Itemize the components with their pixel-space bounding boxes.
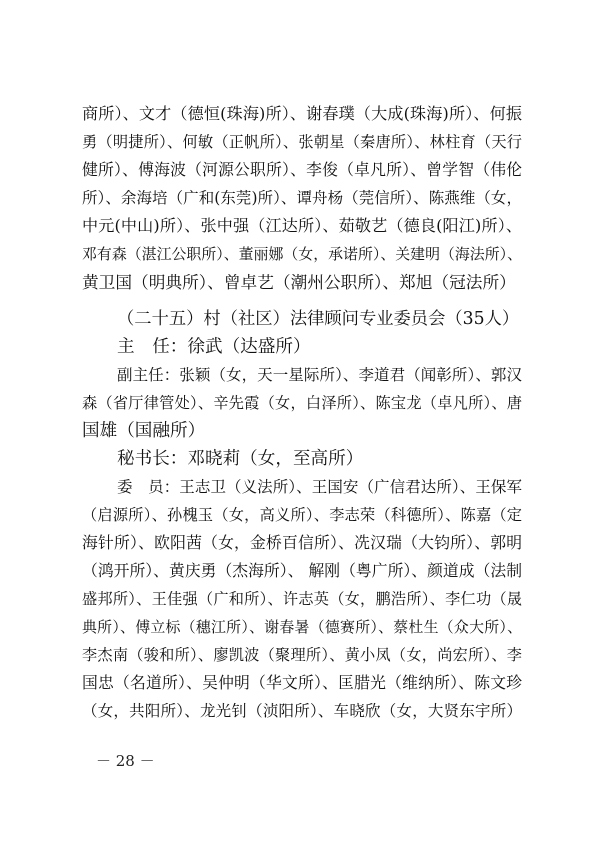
- member-list-continuation: [82, 100, 522, 296]
- page-number: － 28 －: [96, 752, 155, 770]
- committee-member-line: 典所）、傅立标（穗江所）、谢春暑（德赛所）、蔡杜生（众大所）、: [82, 618, 522, 636]
- committee-member-line: （鸿开所）、黄庆勇（杰海所）、 解刚（粤广所）、颜道成（法制: [82, 561, 522, 580]
- committee-member-line: 李杰南（骏和所）、廖凯波（聚理所）、黄小凤（女，尚宏所）、李: [82, 646, 522, 664]
- text-line: 勇（明捷所）、何敏（正帆所）、张朝星（秦唐所）、林柱育（天行: [82, 133, 522, 151]
- text-line: 商所）、文才（德恒(珠海)所）、谢春璞（大成(珠海)所）、何振: [82, 104, 522, 123]
- committee-section: [82, 305, 522, 725]
- committee-member-line: 盛邦所）、王佳强（广和所）、许志英（女，鹏浩所）、李仁功（晟: [82, 590, 522, 608]
- committee-deputy-line: 森（省厅律管处）、辛先霞（女，白泽所）、陈宝龙（卓凡所）、唐: [82, 394, 522, 412]
- committee-member-line: 国忠（名道所）、吴仲明（华文所）、匡腊光（维纳所）、陈文珍: [82, 673, 522, 692]
- committee-member-line: 海针所）、欧阳茜（女，金桥百信所）、冼汉瑞（大钧所）、郭明: [82, 533, 522, 552]
- committee-deputy-line: 副主任：张颖（女，天一星际所）、李道君（闻彰所）、郭汉: [117, 366, 522, 384]
- committee-member-line: （启源所）、孙槐玉（女，高义所）、李志荣（科德所）、陈嘉（定: [82, 506, 522, 524]
- committee-secretary: 秘书长：邓晓莉（女，至高所）: [117, 449, 364, 469]
- text-line: 黄卫国（明典所）、曾卓艺（潮州公职所）、郑旭（冠法所）: [82, 272, 516, 292]
- committee-member-line: （女，共阳所）、龙光钊（浈阳所）、车晓欣（女，大贤东宇所）: [82, 702, 522, 720]
- text-line: 所）、余海培（广和(东莞)所）、谭舟杨（莞信所）、陈燕维（女，: [82, 189, 522, 207]
- committee-member-line: 委 员：王志卫（义法所）、王国安（广信君达所）、王保军: [117, 478, 522, 496]
- committee-heading: （二十五）村（社区）法律顾问专业委员会（35人）: [117, 309, 520, 329]
- committee-deputy-line: 国雄（国融所）: [82, 421, 206, 441]
- text-line: 中元(中山)所）、张中强（江达所）、茹敬艺（德良(阳江)所）、: [82, 216, 522, 235]
- text-line: 邓有森（湛江公职所）、董丽娜（女，承诺所）、关建明（海法所）、: [82, 245, 522, 263]
- committee-director: 主 任：徐武（达盛所）: [117, 337, 311, 357]
- text-line: 健所）、傅海波（河源公职所）、李俊（卓凡所）、曾学智（伟伦: [82, 160, 522, 179]
